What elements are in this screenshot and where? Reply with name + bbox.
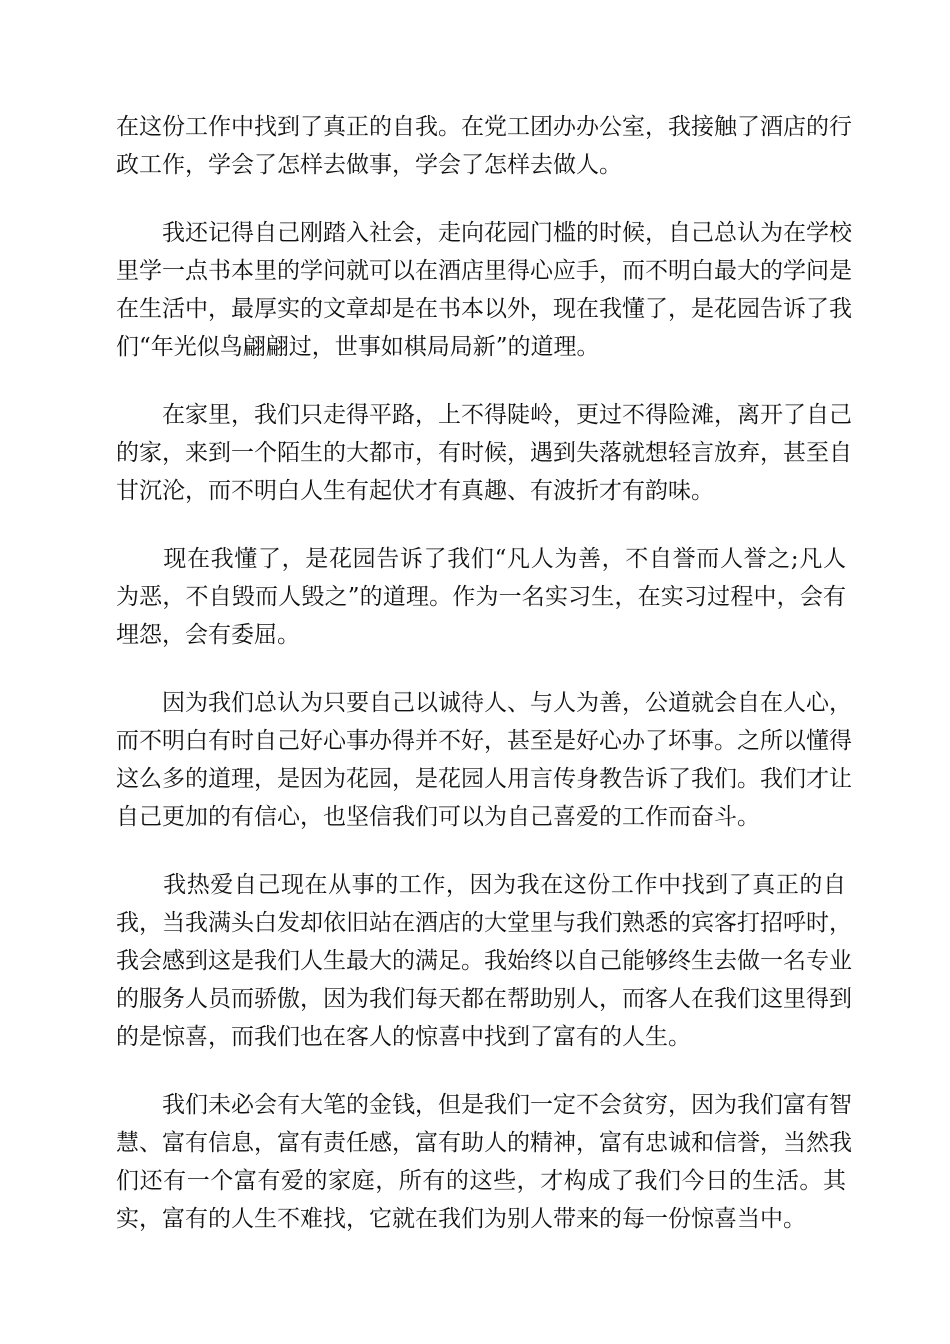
- document-body: [116, 108, 852, 1238]
- text-line: 我，当我满头白发却依旧站在酒店的大堂里与我们熟悉的宾客打招呼时，: [116, 910, 852, 936]
- text-line: 慧、富有信息，富有责任感，富有助人的精神，富有忠诚和信誉，当然我: [116, 1130, 852, 1156]
- text-line: 在生活中，最厚实的文章却是在书本以外，现在我懂了，是花园告诉了我: [116, 296, 852, 322]
- text-line: 埋怨，会有委屈。: [116, 622, 300, 648]
- text-line: 的服务人员而骄傲，因为我们每天都在帮助别人，而客人在我们这里得到: [116, 986, 852, 1012]
- text-line: 自己更加的有信心，也坚信我们可以为自己喜爱的工作而奋斗。: [116, 804, 760, 830]
- text-line: 我热爱自己现在从事的工作，因为我在这份工作中找到了真正的自: [116, 872, 846, 898]
- text-line: 的家，来到一个陌生的大都市，有时候，遇到失落就想轻言放弃，甚至自: [116, 440, 852, 466]
- paragraph: [116, 108, 852, 184]
- text-line: 在这份工作中找到了真正的自我。在党工团办办公室，我接触了酒店的行: [116, 114, 852, 140]
- text-line: 们“年光似鸟翩翩过，世事如棋局局新”的道理。: [116, 334, 600, 360]
- text-line: 我们未必会有大笔的金钱，但是我们一定不会贫穷，因为我们富有智: [116, 1092, 852, 1118]
- text-line: 们还有一个富有爱的家庭，所有的这些，才构成了我们今日的生活。其: [116, 1168, 846, 1194]
- text-line: 现在我懂了，是花园告诉了我们“凡人为善，不自誉而人誉之;凡人: [116, 546, 846, 572]
- text-line: 为恶，不自毁而人毁之”的道理。作为一名实习生，在实习过程中，会有: [116, 584, 846, 610]
- paragraph: [116, 396, 852, 510]
- text-line: 政工作，学会了怎样去做事，学会了怎样去做人。: [116, 152, 622, 178]
- text-line: 在家里，我们只走得平路，上不得陡岭，更过不得险滩，离开了自己: [116, 402, 852, 428]
- text-line: 因为我们总认为只要自己以诚待人、与人为善，公道就会自在人心，: [116, 690, 852, 716]
- paragraph: [116, 214, 852, 366]
- text-line: 实，富有的人生不难找，它就在我们为别人带来的每一份惊喜当中。: [116, 1206, 806, 1232]
- text-line: 里学一点书本里的学问就可以在酒店里得心应手，而不明白最大的学问是: [116, 258, 852, 284]
- text-line: 这么多的道理，是因为花园，是花园人用言传身教告诉了我们。我们才让: [116, 766, 852, 792]
- text-line: 我还记得自己刚踏入社会，走向花园门槛的时候，自己总认为在学校: [116, 220, 852, 246]
- text-line: 的是惊喜，而我们也在客人的惊喜中找到了富有的人生。: [116, 1024, 691, 1050]
- paragraph: [116, 866, 852, 1056]
- text-line: 我会感到这是我们人生最大的满足。我始终以自己能够终生去做一名专业: [116, 948, 852, 974]
- text-line: 甘沉沦，而不明白人生有起伏才有真趣、有波折才有韵味。: [116, 478, 714, 504]
- paragraph: [116, 1086, 852, 1238]
- text-line: 而不明白有时自己好心事办得并不好，甚至是好心办了坏事。之所以懂得: [116, 728, 852, 754]
- paragraph: [116, 684, 852, 836]
- paragraph: [116, 540, 846, 654]
